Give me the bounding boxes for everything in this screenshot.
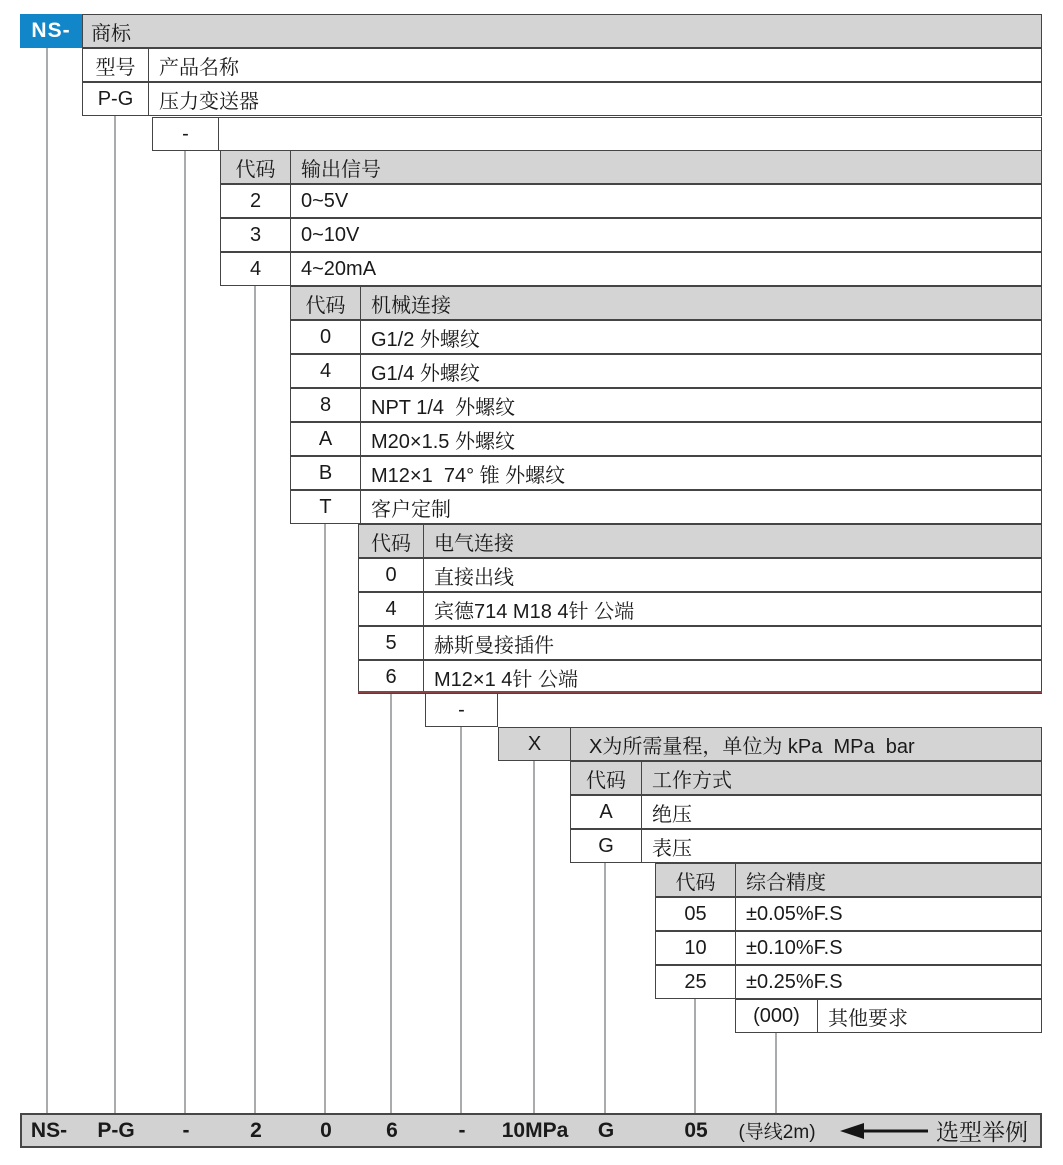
title-cell: 输出信号 — [301, 158, 381, 181]
table-header-row — [290, 286, 1042, 320]
dash-separator-row-2 — [425, 693, 498, 727]
working-mode-table — [570, 761, 1042, 863]
other-requirements-row — [735, 999, 1042, 1033]
code-cell: T — [291, 491, 361, 523]
example-bar — [20, 1113, 1042, 1148]
table-header-row — [570, 761, 1042, 795]
empty-cell — [219, 118, 1041, 150]
value-cell: 绝压 — [652, 803, 692, 826]
connector-line-mode — [604, 862, 606, 1115]
example-part: (导线2m) — [738, 1122, 816, 1143]
value-cell: ±0.10%F.S — [746, 936, 843, 959]
example-part: 6 — [386, 1118, 398, 1142]
example-part: 05 — [684, 1118, 708, 1142]
example-part: 10MPa — [501, 1118, 569, 1142]
table-row — [82, 48, 1042, 82]
title-cell: 机械连接 — [371, 294, 451, 317]
table-row — [498, 727, 1042, 761]
table-row — [358, 592, 1042, 626]
code-cell: 4 — [359, 593, 424, 625]
connector-line-model — [114, 114, 116, 1115]
table-header-row — [358, 524, 1042, 558]
table-row — [570, 795, 1042, 829]
value-cell: 0~10V — [301, 223, 360, 246]
connector-line-brand — [46, 46, 48, 1115]
table-header-row — [655, 863, 1042, 897]
code-cell: 05 — [656, 898, 736, 930]
connector-line-electrical — [390, 692, 392, 1115]
code-header-cell: 代码 — [291, 287, 361, 319]
example-part: - — [458, 1118, 466, 1142]
table-row — [358, 558, 1042, 592]
code-cell: 4 — [221, 253, 291, 285]
example-part: - — [182, 1118, 190, 1142]
value-cell: 压力变送器 — [159, 90, 259, 113]
value-cell: X为所需量程，单位为 kPa MPa bar — [589, 735, 915, 758]
code-cell: 8 — [291, 389, 361, 421]
example-label: 选型举例 — [936, 1119, 1028, 1145]
brand-label: 商标 — [91, 22, 131, 45]
table-row — [152, 117, 1042, 151]
accuracy-table — [655, 863, 1042, 999]
dash-cell: - — [425, 693, 498, 727]
electrical-connection-table — [358, 524, 1042, 694]
model-table — [82, 48, 1042, 116]
table-row — [358, 626, 1042, 660]
code-cell: A — [291, 423, 361, 455]
value-cell: NPT 1/4 外螺纹 — [371, 396, 516, 419]
table-row — [290, 422, 1042, 456]
code-cell: 型号 — [83, 49, 149, 81]
table-row — [290, 456, 1042, 490]
example-part: 2 — [250, 1118, 262, 1142]
table-row — [655, 965, 1042, 999]
table-row — [358, 660, 1042, 694]
value-cell: 产品名称 — [159, 56, 239, 79]
table-row — [290, 320, 1042, 354]
example-part: NS- — [30, 1118, 68, 1142]
example-part: G — [597, 1118, 615, 1142]
code-cell: 2 — [221, 185, 291, 217]
table-row — [82, 82, 1042, 116]
table-row — [735, 999, 1042, 1033]
table-row — [655, 931, 1042, 965]
code-cell: 25 — [656, 966, 736, 998]
title-cell: 电气连接 — [434, 532, 514, 555]
connector-line-dash1 — [184, 149, 186, 1115]
connector-line-accuracy — [694, 998, 696, 1115]
value-cell: 宾德714 M18 4针 公端 — [434, 600, 635, 623]
code-cell: 6 — [359, 661, 424, 693]
output-signal-table — [220, 150, 1042, 286]
code-cell: A — [571, 796, 642, 828]
example-part: P-G — [97, 1118, 135, 1142]
value-cell: 赫斯曼接插件 — [434, 634, 554, 657]
value-cell: G1/2 外螺纹 — [371, 328, 480, 351]
table-row — [220, 184, 1042, 218]
connector-line-mechanical — [324, 522, 326, 1115]
value-cell: 0~5V — [301, 189, 349, 212]
value-cell: 其他要求 — [828, 1007, 908, 1030]
value-cell: 4~20mA — [301, 257, 377, 280]
prefix-code-box: NS- — [20, 14, 82, 48]
table-row — [290, 354, 1042, 388]
code-cell: 3 — [221, 219, 291, 251]
value-cell: M12×1 74° 锥 外螺纹 — [371, 464, 566, 487]
code-cell: 4 — [291, 355, 361, 387]
mechanical-connection-table — [290, 286, 1042, 524]
code-header-cell: 代码 — [571, 762, 642, 794]
connector-line-range — [533, 760, 535, 1115]
code-header-cell: 代码 — [359, 525, 424, 557]
connector-line-other — [775, 1032, 777, 1115]
connector-line-dash2 — [460, 726, 462, 1115]
code-header-cell: 代码 — [656, 864, 736, 896]
title-cell: 工作方式 — [652, 769, 732, 792]
connector-line-output — [254, 284, 256, 1115]
value-cell: ±0.05%F.S — [746, 902, 843, 925]
code-cell: 5 — [359, 627, 424, 659]
range-row — [498, 727, 1042, 761]
arrow-line — [862, 1129, 928, 1132]
table-row — [290, 388, 1042, 422]
value-cell: G1/4 外螺纹 — [371, 362, 480, 385]
title-cell: 综合精度 — [746, 871, 826, 894]
table-row — [655, 897, 1042, 931]
code-cell: B — [291, 457, 361, 489]
code-cell: G — [571, 830, 642, 862]
table-row — [220, 218, 1042, 252]
dash-separator-row-1 — [152, 117, 1042, 151]
value-cell: 直接出线 — [434, 566, 514, 589]
value-cell: M20×1.5 外螺纹 — [371, 430, 515, 453]
arrow-left-icon — [840, 1123, 864, 1139]
value-cell: 客户定制 — [371, 498, 451, 521]
example-part: 0 — [320, 1118, 332, 1142]
value-cell: 表压 — [652, 837, 692, 860]
value-cell: M12×1 4针 公端 — [434, 668, 578, 691]
table-row — [290, 490, 1042, 524]
value-cell: ±0.25%F.S — [746, 970, 843, 993]
code-cell: (000) — [736, 1000, 818, 1032]
code-cell: 0 — [359, 559, 424, 591]
brand-row — [82, 14, 1042, 48]
table-row — [220, 252, 1042, 286]
code-cell: P-G — [83, 83, 149, 115]
dash-cell: - — [153, 118, 219, 150]
code-header-cell: 代码 — [221, 151, 291, 183]
code-cell: X — [499, 728, 571, 760]
table-header-row — [220, 150, 1042, 184]
table-row — [570, 829, 1042, 863]
code-cell: 0 — [291, 321, 361, 353]
code-cell: 10 — [656, 932, 736, 964]
